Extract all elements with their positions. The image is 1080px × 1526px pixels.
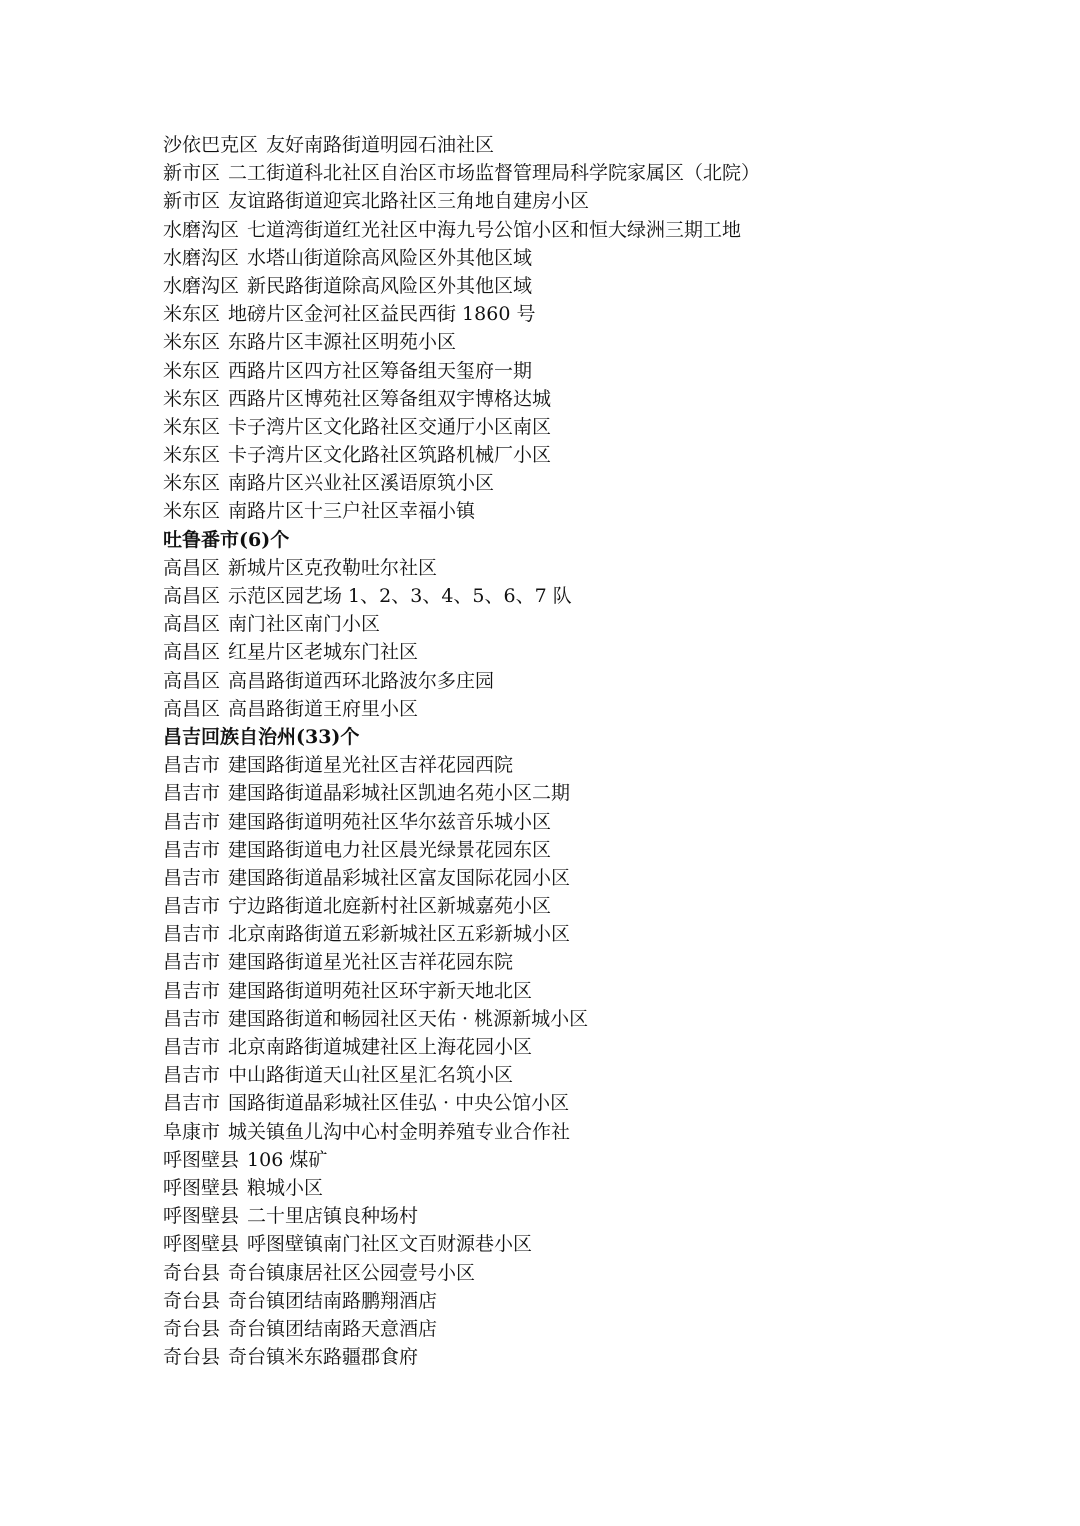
list-item [163,1287,1043,1315]
list-item [163,1315,1043,1343]
place-name: 新民路街道除高风险区外其他区域 [247,274,533,297]
list-item [163,272,1043,300]
district-name: 高昌区 [163,641,221,664]
district-name: 米东区 [163,444,221,467]
place-name: 水塔山街道除高风险区外其他区域 [247,246,533,269]
district-name: 高昌区 [163,613,221,636]
district-name: 呼图壁县 [163,1205,240,1228]
district-name: 米东区 [163,303,221,326]
district-name: 米东区 [163,500,221,523]
list-item [163,638,1043,666]
list-item [163,131,1043,159]
district-name: 昌吉市 [163,951,221,974]
district-name: 高昌区 [163,669,221,692]
district-name: 米东区 [163,331,221,354]
place-name: 建国路街道晶彩城社区富友国际花园小区 [228,866,571,889]
district-name: 呼图壁县 [163,1148,240,1171]
list-item [163,864,1043,892]
list-item [163,244,1043,272]
district-name: 奇台县 [163,1289,221,1312]
district-name: 水磨沟区 [163,246,240,269]
list-item [163,1118,1043,1146]
district-name: 米东区 [163,387,221,410]
district-name: 沙依巴克区 [163,134,259,156]
list-item [163,1343,1043,1371]
place-name: 南路片区兴业社区溪语原筑小区 [228,472,495,495]
list-item [163,385,1043,413]
district-name: 昌吉市 [163,838,221,861]
list-item [163,695,1043,723]
list-item [163,187,1043,215]
list-item [163,328,1043,356]
place-name: 建国路街道星光社区吉祥花园东院 [228,951,514,974]
place-name: 建国路街道晶彩城社区凯迪名苑小区二期 [228,782,571,805]
place-name: 示范区园艺场 1、2、3、4、5、6、7 队 [228,585,572,607]
list-item [163,159,1043,187]
list-item [163,1005,1043,1033]
place-name: 西路片区四方社区筹备组天玺府一期 [228,359,533,382]
document-body [163,131,1043,1371]
place-name: 二十里店镇良种场村 [247,1205,419,1228]
list-item [163,582,1043,610]
district-name: 米东区 [163,415,221,438]
place-name: 呼图壁镇南门社区文百财源巷小区 [247,1233,533,1256]
place-name: 南门社区南门小区 [228,613,381,636]
place-name: 奇台镇团结南路鹏翔酒店 [228,1289,438,1312]
list-item [163,1061,1043,1089]
list-item [163,948,1043,976]
list-item [163,554,1043,582]
district-name: 奇台县 [163,1317,221,1340]
place-name: 北京南路街道五彩新城社区五彩新城小区 [228,923,571,946]
place-name: 建国路街道明苑社区华尔兹音乐城小区 [228,810,552,833]
district-name: 水磨沟区 [163,274,240,297]
place-name: 友谊路街道迎宾北路社区三角地自建房小区 [228,190,590,213]
place-name: 国路街道晶彩城社区佳弘 · 中央公馆小区 [228,1092,570,1115]
place-name: 七道湾街道红光社区中海九号公馆小区和恒大绿洲三期工地 [247,218,742,241]
district-name: 奇台县 [163,1261,221,1284]
place-name: 奇台镇团结南路天意酒店 [228,1317,438,1340]
district-name: 高昌区 [163,585,221,607]
district-name: 水磨沟区 [163,218,240,241]
district-name: 昌吉市 [163,754,221,777]
list-item [163,216,1043,244]
district-name: 米东区 [163,472,221,495]
district-name: 新市区 [163,190,221,213]
district-name: 昌吉市 [163,782,221,805]
list-item [163,300,1043,328]
place-name: 建国路街道星光社区吉祥花园西院 [228,754,514,777]
place-name: 建国路街道明苑社区环宇新天地北区 [228,979,533,1002]
place-name: 卡子湾片区文化路社区交通厅小区南区 [228,415,552,438]
district-name: 昌吉市 [163,866,221,889]
list-item [163,836,1043,864]
list-item [163,920,1043,948]
list-item [163,892,1043,920]
district-name: 高昌区 [163,697,221,720]
district-name: 昌吉市 [163,1007,221,1030]
place-name: 卡子湾片区文化路社区筑路机械厂小区 [228,444,552,467]
place-name: 北京南路街道城建社区上海花园小区 [228,1036,533,1058]
place-name: 友好南路街道明园石油社区 [266,134,495,156]
place-name: 红星片区老城东门社区 [228,641,419,664]
section-heading: 昌吉回族自治州(33)个 [163,725,360,748]
list-item [163,1146,1043,1174]
place-name: 地磅片区金河社区益民西街 1860 号 [228,303,536,326]
place-name: 城关镇鱼儿沟中心村金明养殖专业合作社 [228,1120,571,1143]
place-name: 二工街道科北社区自治区市场监督管理局科学院家属区（北院） [228,162,761,185]
list-item [163,779,1043,807]
list-item [163,1202,1043,1230]
list-item [163,1174,1043,1202]
list-item [163,1259,1043,1287]
place-name: 南路片区十三户社区幸福小镇 [228,500,476,523]
list-item [163,751,1043,779]
district-name: 新市区 [163,162,221,185]
place-name: 宁边路街道北庭新村社区新城嘉苑小区 [228,895,552,918]
place-name: 奇台镇米东路疆郡食府 [228,1346,419,1369]
list-item [163,497,1043,525]
list-item [163,441,1043,469]
district-name: 昌吉市 [163,895,221,918]
list-item [163,1033,1043,1061]
district-name: 阜康市 [163,1120,221,1143]
place-name: 粮城小区 [247,1176,324,1199]
district-name: 呼图壁县 [163,1176,240,1199]
list-item [163,808,1043,836]
list-item [163,667,1043,695]
district-name: 米东区 [163,359,221,382]
list-item [163,357,1043,385]
list-item [163,977,1043,1005]
district-name: 昌吉市 [163,810,221,833]
list-item [163,1089,1043,1117]
district-name: 昌吉市 [163,1064,221,1087]
district-name: 奇台县 [163,1346,221,1369]
place-name: 106 煤矿 [247,1148,328,1171]
district-name: 昌吉市 [163,979,221,1002]
list-item [163,413,1043,441]
place-name: 奇台镇康居社区公园壹号小区 [228,1261,476,1284]
district-name: 昌吉市 [163,923,221,946]
place-name: 东路片区丰源社区明苑小区 [228,331,457,354]
list-item [163,1230,1043,1258]
list-item [163,469,1043,497]
section-heading: 吐鲁番市(6)个 [163,528,290,551]
place-name: 中山路街道天山社区星汇名筑小区 [228,1064,514,1087]
place-name: 高昌路街道西环北路波尔多庄园 [228,669,495,692]
district-name: 昌吉市 [163,1036,221,1058]
district-name: 昌吉市 [163,1092,221,1115]
district-name: 高昌区 [163,556,221,579]
place-name: 建国路街道和畅园社区天佑 · 桃源新城小区 [228,1007,589,1030]
place-name: 新城片区克孜勒吐尔社区 [228,556,438,579]
place-name: 西路片区博苑社区筹备组双宇博格达城 [228,387,552,410]
district-name: 呼图壁县 [163,1233,240,1256]
place-name: 建国路街道电力社区晨光绿景花园东区 [228,838,552,861]
place-name: 高昌路街道王府里小区 [228,697,419,720]
list-item [163,610,1043,638]
